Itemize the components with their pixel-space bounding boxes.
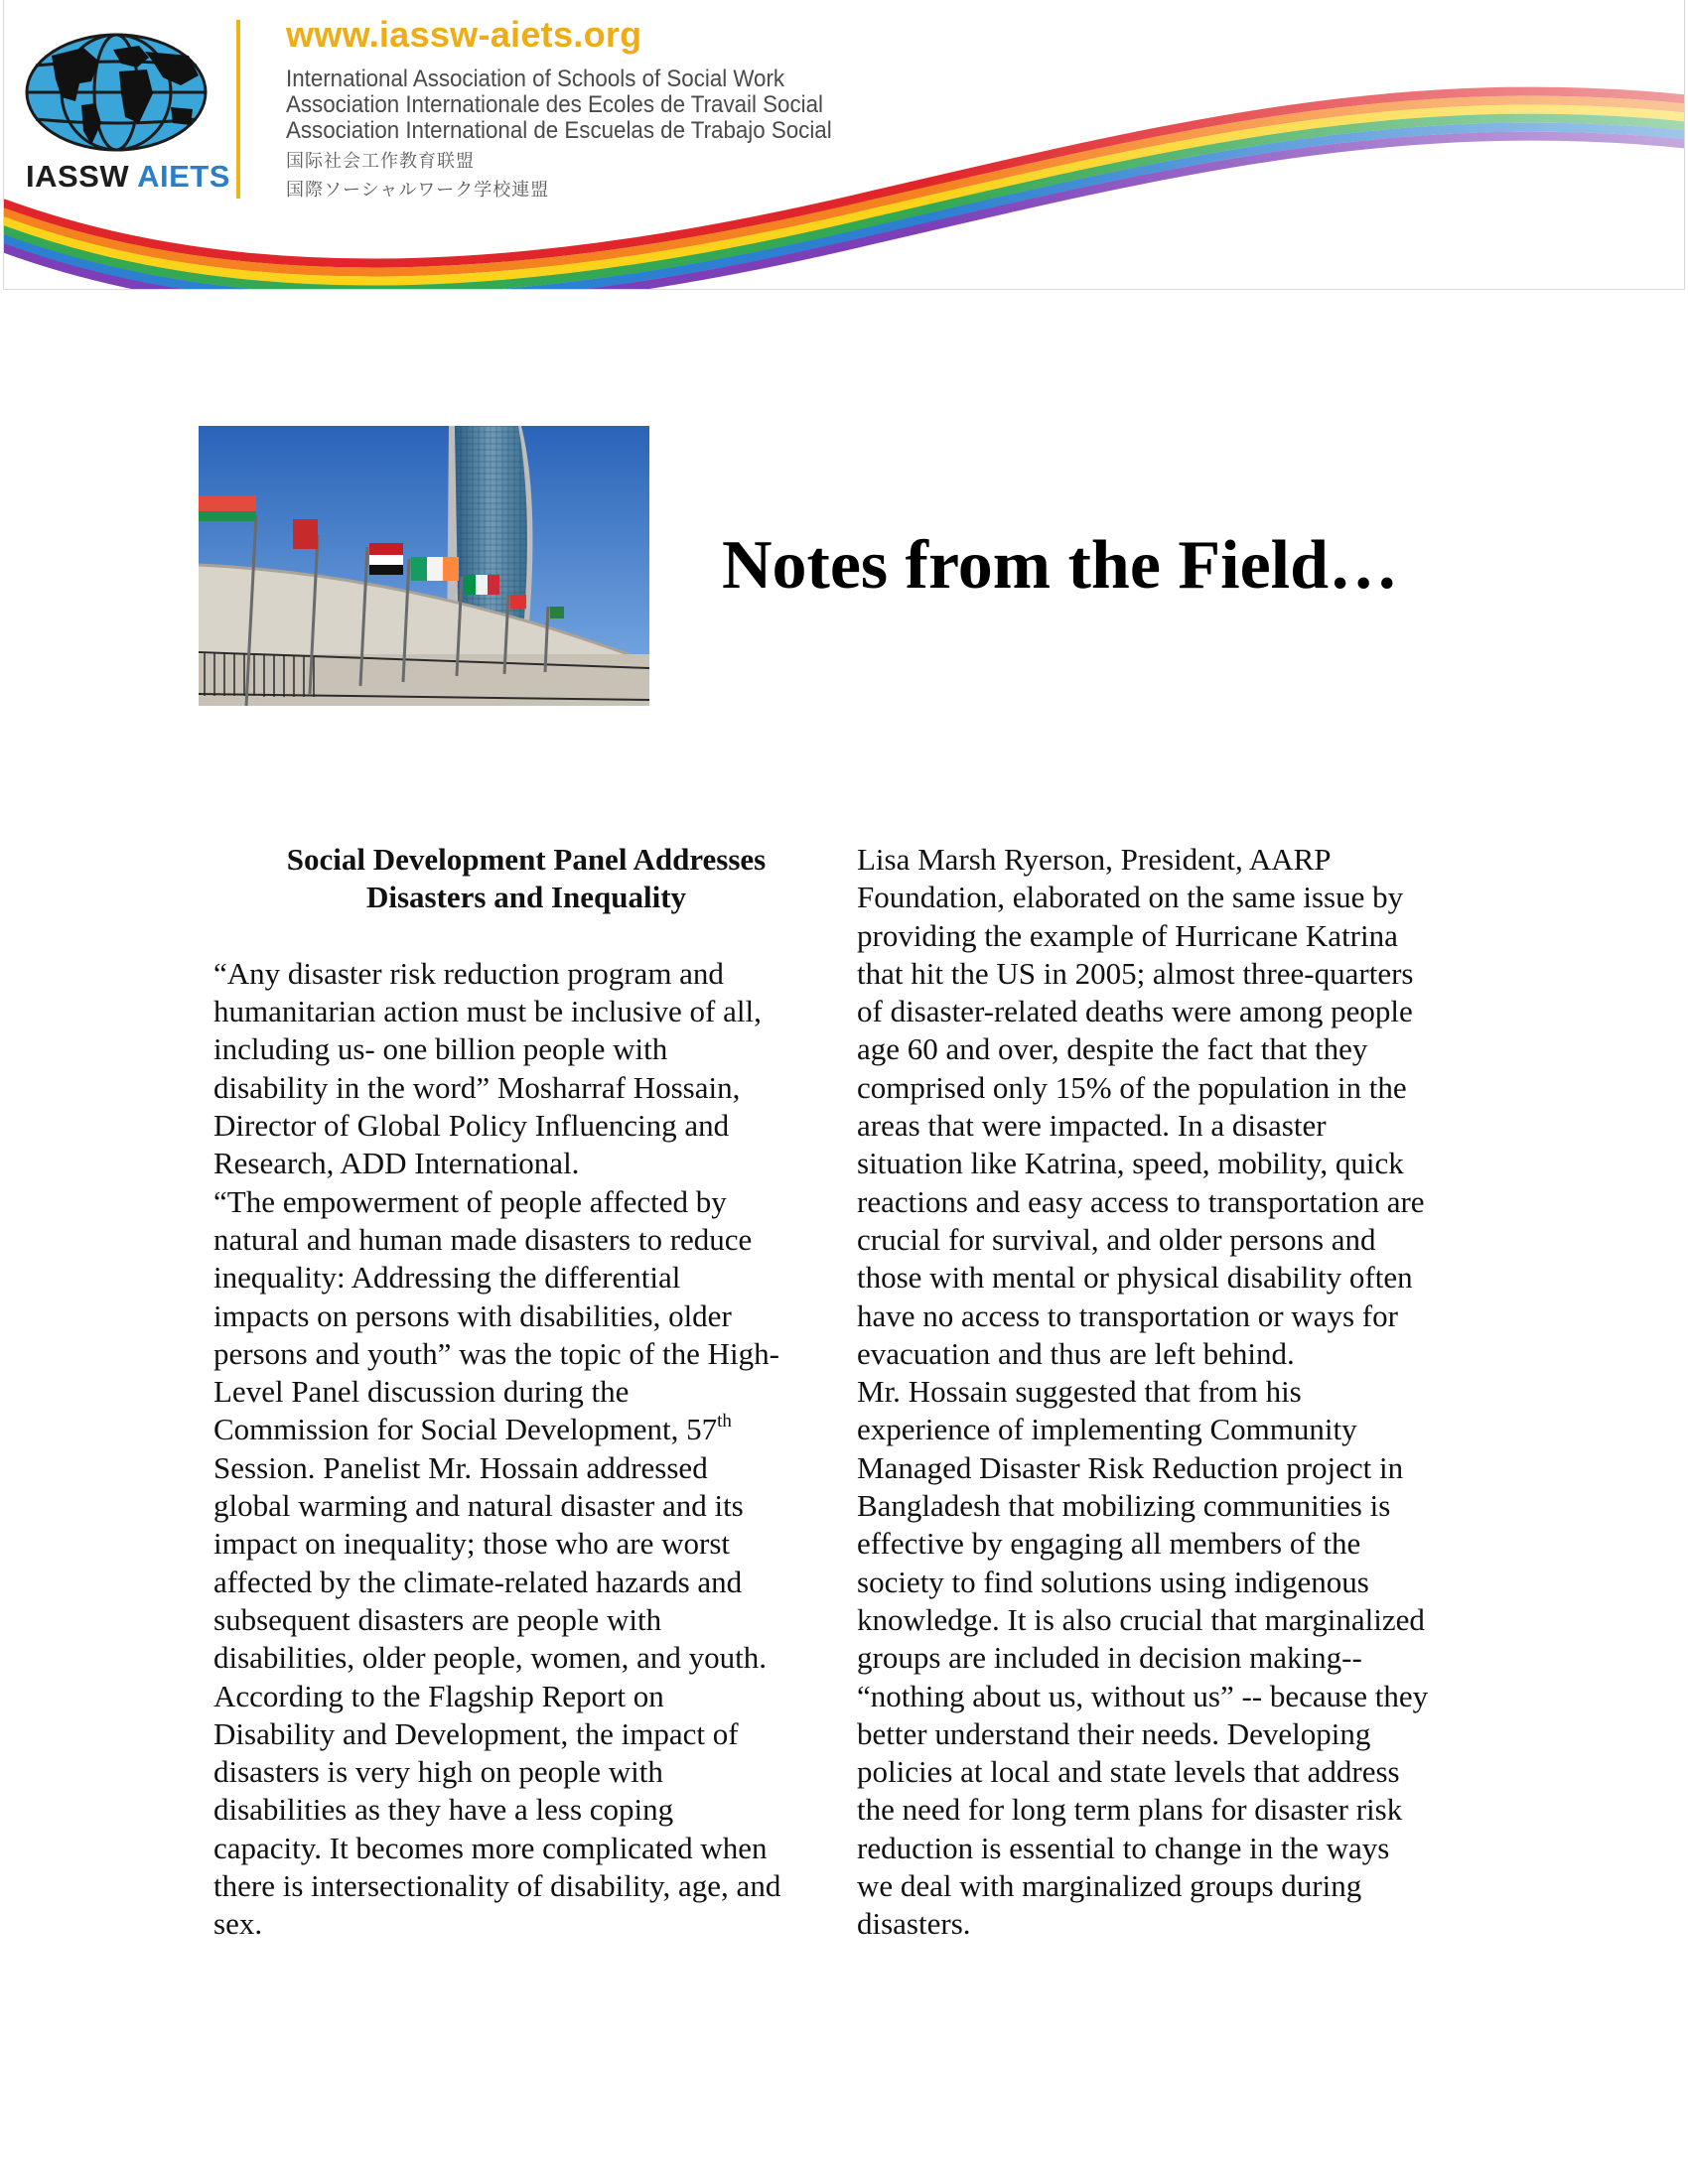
body-text-line: “The empowerment of people affected by (213, 1183, 727, 1219)
body-text-line: disabilities, older people, women, and youth. (213, 1640, 768, 1676)
org-name-japanese: 国際ソーシャルワーク学校連盟 (286, 180, 550, 200)
rainbow-swoosh-graphic (4, 0, 1685, 290)
body-text-line: disabilities as they have a less coping (213, 1792, 674, 1828)
article-left-column (213, 841, 839, 1944)
org-name-french: Association Internationale des Ecoles de Travail Social (286, 91, 823, 118)
body-text-line: persons and youth” was the topic of the High- (213, 1335, 779, 1371)
article-heading (213, 841, 839, 917)
body-text-line: Managed Disaster Risk Reduction project in (857, 1449, 1404, 1485)
body-text-line: including us- one billion people with (213, 1031, 668, 1067)
body-text-line: “nothing about us, without us” -- because they (857, 1678, 1429, 1713)
header-banner (3, 0, 1685, 290)
body-text-line: society to find solutions using indigenous (857, 1564, 1369, 1599)
body-text-line: groups are included in decision making-- (857, 1640, 1362, 1676)
website-link[interactable]: www.iassw-aiets.org (286, 14, 642, 55)
body-text-line: disasters is very high on people with (213, 1754, 663, 1790)
article-right-column (857, 841, 1482, 1944)
body-text-line: the need for long term plans for disaster risk (857, 1792, 1403, 1828)
body-text-line: affected by the climate-related hazards and (213, 1564, 743, 1599)
body-text-line: of disaster-related deaths were among people (857, 994, 1413, 1029)
body-text-line: experience of implementing Community (857, 1412, 1357, 1447)
body-text-line: those with mental or physical disability often (857, 1260, 1413, 1296)
org-name-chinese: 国际社会工作教育联盟 (286, 151, 475, 171)
body-text-line: crucial for survival, and older persons and (857, 1221, 1376, 1257)
body-text-line: effective by engaging all members of the (857, 1526, 1361, 1562)
body-text-line: sex. (213, 1906, 263, 1942)
body-text-line: natural and human made disasters to reduce (213, 1221, 753, 1257)
body-text-line: subsequent disasters are people with (213, 1601, 662, 1637)
body-text-line: Director of Global Policy Influencing and (213, 1108, 730, 1144)
body-text-line: Research, ADD International. (213, 1146, 580, 1181)
body-text-line: there is intersectionality of disability, age, and (213, 1868, 781, 1904)
body-text-line: evacuation and thus are left behind. (857, 1335, 1295, 1371)
body-text-line: capacity. It becomes more complicated when (213, 1830, 768, 1865)
body-text-line: Disability and Development, the impact of (213, 1715, 739, 1751)
body-text-line: inequality: Addressing the differential (213, 1260, 681, 1296)
body-text-line: Bangladesh that mobilizing communities is (857, 1488, 1391, 1524)
body-text-line: providing the example of Hurricane Katrina (857, 917, 1398, 953)
header-divider (236, 20, 240, 199)
body-text-line (213, 1411, 839, 1448)
body-text-line: comprised only 15% of the population in the (857, 1069, 1407, 1105)
body-text-line: Mr. Hossain suggested that from his (857, 1374, 1302, 1410)
body-text-line: have no access to transportation or ways for (857, 1297, 1398, 1333)
body-text-fragment: Commission for Social Development, 57 (213, 1412, 718, 1447)
logo-aiets-text: AIETS (137, 159, 230, 194)
un-headquarters-flags-photo (199, 426, 649, 706)
body-text-line: we deal with marginalized groups during (857, 1868, 1362, 1904)
logo-iassw-text: IASSW (26, 159, 130, 194)
body-text-line: Lisa Marsh Ryerson, President, AARP (857, 842, 1332, 877)
body-text-line: According to the Flagship Report on (213, 1678, 664, 1713)
body-text-line: humanitarian action must be inclusive of all, (213, 994, 762, 1029)
body-text-line: reduction is essential to change in the ways (857, 1830, 1390, 1865)
body-text-line: policies at local and state levels that address (857, 1754, 1400, 1790)
body-text-line: reactions and easy access to transportation are (857, 1183, 1425, 1219)
page-title: Notes from the Field… (722, 527, 1399, 604)
body-text-line: global warming and natural disaster and its (213, 1488, 744, 1524)
body-text-line: situation like Katrina, speed, mobility, quick (857, 1146, 1404, 1181)
body-text-line: Foundation, elaborated on the same issue by (857, 880, 1404, 915)
body-text-line: “Any disaster risk reduction program and (213, 955, 724, 991)
article-heading-line: Disasters and Inequality (365, 880, 687, 915)
body-text-line: areas that were impacted. In a disaster (857, 1108, 1327, 1144)
org-name-english: International Association of Schools of Social Work (286, 66, 785, 92)
body-text-line: Session. Panelist Mr. Hossain addressed (213, 1449, 708, 1485)
iassw-aiets-logo (26, 159, 230, 195)
body-text-line: knowledge. It is also crucial that marginalized (857, 1601, 1425, 1637)
body-text-line: impact on inequality; those who are worst (213, 1526, 730, 1562)
globe-icon (22, 28, 211, 157)
body-text-line: disability in the word” Mosharraf Hossain, (213, 1069, 741, 1105)
body-text-line: age 60 and over, despite the fact that they (857, 1031, 1368, 1067)
body-text-line: better understand their needs. Developing (857, 1715, 1371, 1751)
article-heading-line: Social Development Panel Addresses (286, 842, 767, 877)
ordinal-superscript: th (717, 1411, 732, 1433)
body-text-line: impacts on persons with disabilities, older (213, 1297, 732, 1333)
body-text-line: Level Panel discussion during the (213, 1374, 630, 1410)
body-text-line: that hit the US in 2005; almost three-quarters (857, 955, 1414, 991)
org-name-spanish: Association International de Escuelas de Trabajo Social (286, 117, 832, 144)
body-text-line: disasters. (857, 1906, 971, 1942)
